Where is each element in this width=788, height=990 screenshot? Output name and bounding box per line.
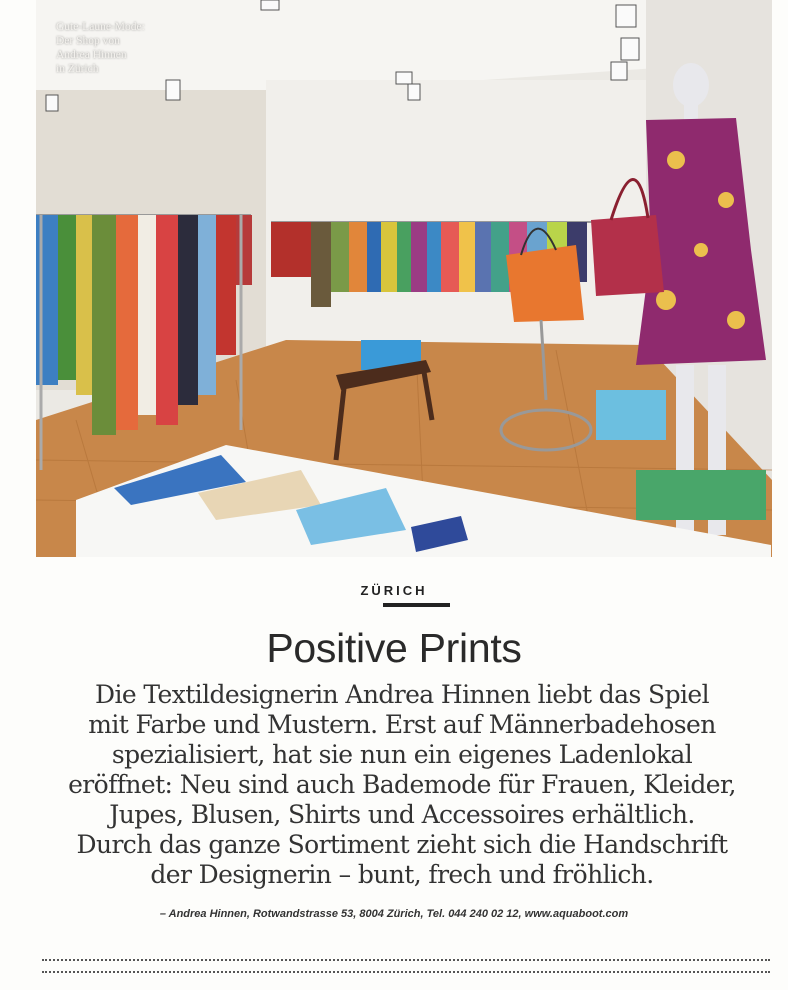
shop-interior-illustration bbox=[36, 0, 772, 557]
body-line: Durch das ganze Sortiment zieht sich die Handschrift bbox=[76, 830, 728, 859]
photo-caption: Gute-Laune-Mode: Der Shop von Andrea Hinnen in Zürich bbox=[56, 21, 145, 75]
article-body bbox=[12, 680, 788, 890]
article-headline: Positive Prints bbox=[266, 625, 522, 671]
dotted-divider bbox=[42, 959, 770, 973]
shop-photo bbox=[36, 0, 772, 557]
body-line: eröffnet: Neu sind auch Bademode für Frauen, Kleider, bbox=[68, 770, 736, 799]
body-line: Jupes, Blusen, Shirts und Accessoires erhältlich. bbox=[109, 800, 695, 829]
body-line: der Designerin – bunt, frech und fröhlich. bbox=[150, 860, 654, 889]
body-line: mit Farbe und Mustern. Erst auf Männerbadehosen bbox=[88, 710, 716, 739]
section-label: ZÜRICH bbox=[360, 583, 428, 598]
body-line: Die Textildesignerin Andrea Hinnen liebt das Spiel bbox=[95, 680, 709, 709]
contact-info: – Andrea Hinnen, Rotwandstrasse 53, 8004 Zürich, Tel. 044 240 02 12, www.aquaboot.com bbox=[159, 908, 629, 920]
section-underline bbox=[383, 603, 450, 607]
body-line: spezialisiert, hat sie nun ein eigenes Ladenlokal bbox=[111, 740, 693, 769]
